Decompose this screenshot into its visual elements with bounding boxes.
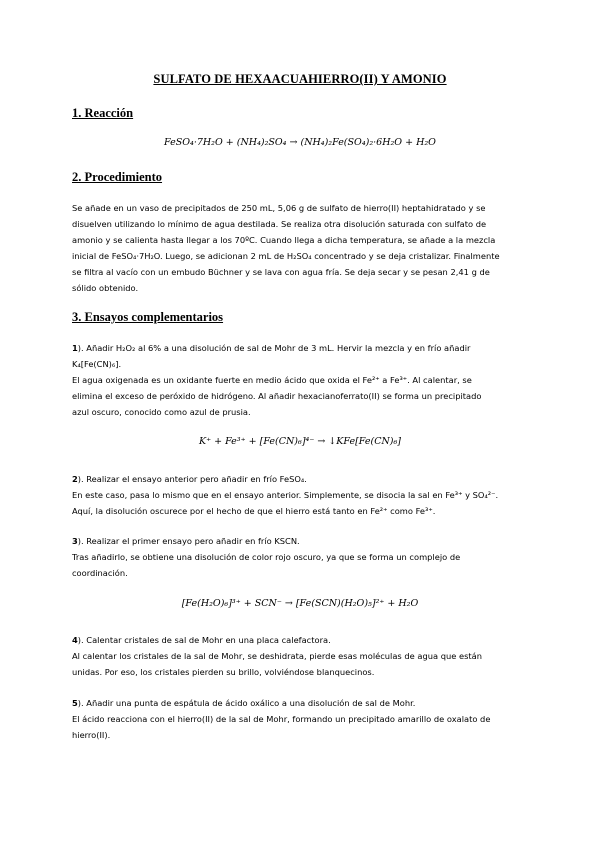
ensayo-2 <box>72 471 528 519</box>
ensayo-instruction: ). Realizar el ensayo anterior pero añadir en frío FeSO₄. <box>77 474 307 484</box>
text-line: coordinación. <box>72 568 128 578</box>
equation-reaccion: FeSO₄·7H₂O + (NH₄)₂SO₄ → (NH₄)₂Fe(SO₄)₂·6H₂O + H₂O <box>164 137 436 148</box>
text-line: hierro(II). <box>72 730 111 740</box>
text-line: Aquí, la disolución oscurece por el hecho de que el hierro está tanto en Fe²⁺ como Fe³⁺. <box>72 506 436 516</box>
text-line: K₄[Fe(CN)₆]. <box>72 359 122 369</box>
document-title: SULFATO DE HEXAACUAHIERRO(II) Y AMONIO <box>153 72 447 86</box>
text-line: El ácido reacciona con el hierro(II) de la sal de Mohr, formando un precipitado amarillo de oxalato de <box>72 714 491 724</box>
ensayo-number: 3 <box>72 536 78 546</box>
text-line: En este caso, pasa lo mismo que en el ensayo anterior. Simplemente, se disocia la sal en Fe³⁺ y SO₄²⁻. <box>72 490 499 500</box>
ensayo-number: 4 <box>72 635 78 645</box>
heading-ensayos: 3. Ensayos complementarios <box>72 310 224 324</box>
text-line: se filtra al vacío con un embudo Büchner y se lava con agua fría. Se deja secar y se pesan 2,41 g de <box>72 267 490 277</box>
ensayo-1 <box>72 340 528 420</box>
ensayo-instruction: ). Añadir H₂O₂ al 6% a una disolución de sal de Mohr de 3 mL. Hervir la mezcla y en frío añadir <box>77 343 471 353</box>
text-line: Se añade en un vaso de precipitados de 250 mL, 5,06 g de sulfato de hierro(II) heptahidratado y se <box>72 203 486 213</box>
text-line: inicial de FeSO₄·7H₂O. Luego, se adicionan 2 mL de H₂SO₄ concentrado y se deja cristalizar. Finalmente <box>72 251 500 261</box>
text-line: El agua oxigenada es un oxidante fuerte en medio ácido que oxida el Fe²⁺ a Fe³⁺. Al calentar, se <box>72 375 472 385</box>
equation-ensayo-1: K⁺ + Fe³⁺ + [Fe(CN)₆]⁴⁻ → ↓KFe[Fe(CN)₆] <box>198 436 402 447</box>
heading-reaccion: 1. Reacción <box>72 106 134 120</box>
text-line: amonio y se calienta hasta llegar a los 70ºC. Cuando llega a dicha temperatura, se añade a la mezcla <box>72 235 496 245</box>
ensayo-instruction: ). Realizar el primer ensayo pero añadir en frío KSCN. <box>77 536 300 546</box>
ensayo-number: 2 <box>72 474 78 484</box>
text-line <box>72 632 528 648</box>
text-line: elimina el exceso de peróxido de hidrógeno. Al añadir hexacianoferrato(II) se forma un precipitado <box>72 391 482 401</box>
text-line <box>72 471 528 487</box>
ensayo-instruction: ). Añadir una punta de espátula de ácido oxálico a una disolución de sal de Mohr. <box>77 698 416 708</box>
heading-procedimiento: 2. Procedimiento <box>72 170 163 184</box>
ensayo-4 <box>72 632 528 680</box>
ensayo-5 <box>72 695 528 743</box>
text-line <box>72 533 528 549</box>
procedimiento-paragraph <box>72 200 528 296</box>
text-line: Tras añadirlo, se obtiene una disolución de color rojo oscuro, ya que se forma un complejo de <box>72 552 461 562</box>
ensayo-number: 1 <box>72 343 78 353</box>
text-line: disuelven utilizando lo mínimo de agua destilada. Se realiza otra disolución saturada con sulfato de <box>72 219 487 229</box>
ensayo-instruction: ). Calentar cristales de sal de Mohr en una placa calefactora. <box>77 635 331 645</box>
text-line: unidas. Por eso, los cristales pierden su brillo, volviéndose blanquecinos. <box>72 667 375 677</box>
ensayo-3 <box>72 533 528 581</box>
text-line <box>72 695 528 711</box>
text-line: sólido obtenido. <box>72 283 139 293</box>
text-line: Al calentar los cristales de la sal de Mohr, se deshidrata, pierde esas moléculas de agua que están <box>72 651 483 661</box>
equation-ensayo-3: [Fe(H₂O)₆]³⁺ + SCN⁻ → [Fe(SCN)(H₂O)₅]²⁺ + H₂O <box>181 598 419 609</box>
ensayo-number: 5 <box>72 698 78 708</box>
text-line: azul oscuro, conocido como azul de prusia. <box>72 407 251 417</box>
text-line <box>72 340 528 356</box>
